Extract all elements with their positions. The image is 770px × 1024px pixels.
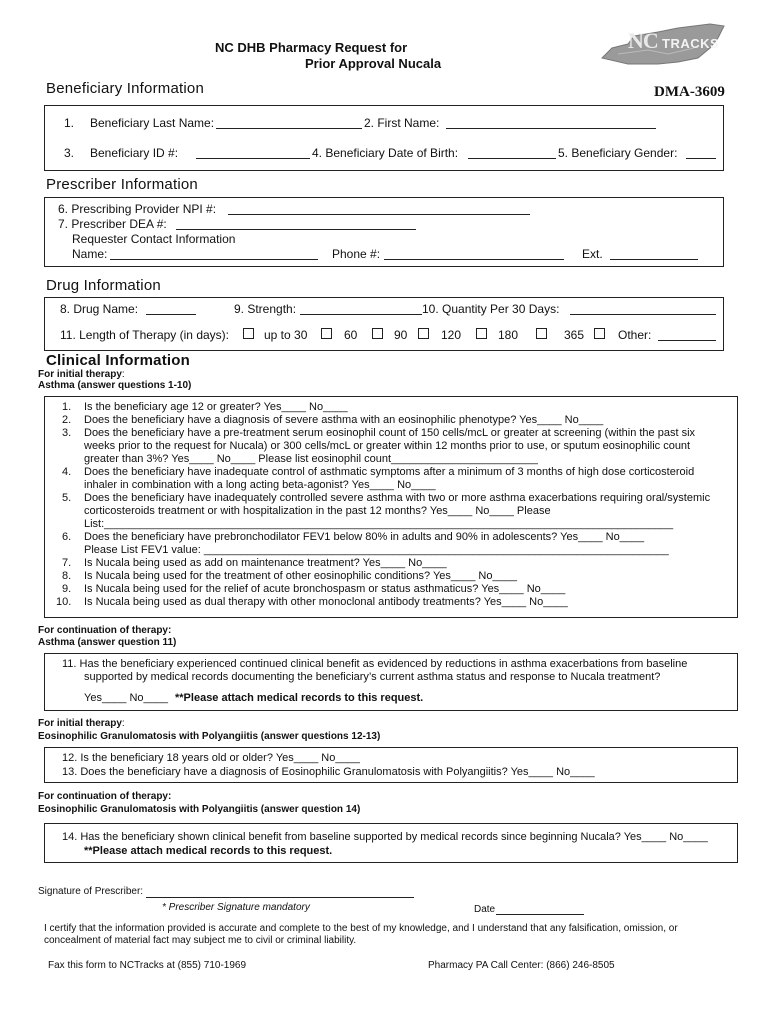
asthma-question-10: Is Nucala being used as dual therapy with other monoclonal antibody treatments? Yes____ No____ xyxy=(84,596,568,608)
last-name-field[interactable] xyxy=(216,128,362,129)
logo-tracks-text: TRACKS xyxy=(662,36,720,51)
option-120: 120 xyxy=(441,328,462,342)
initial-therapy-label-1 xyxy=(38,369,125,380)
dea-label: 7. Prescriber DEA #: xyxy=(58,217,167,231)
egpa-q14-label: Eosinophilic Granulomatosis with Polyangiitis (answer question 14) xyxy=(38,804,361,815)
other-days-field[interactable] xyxy=(658,340,716,341)
quantity-field[interactable] xyxy=(570,314,716,315)
qnum-7: 7. xyxy=(62,557,72,569)
question-14: 14. Has the beneficiary shown clinical benefit from baseline supported by medical records since beginning Nucala? Yes____ No____ xyxy=(62,831,708,843)
option-up-to-30: up to 30 xyxy=(264,328,308,342)
ext-field[interactable] xyxy=(610,259,698,260)
drug-heading: Drug Information xyxy=(46,277,161,294)
form-title-line1: NC DHB Pharmacy Request for xyxy=(215,40,408,55)
beneficiary-box xyxy=(44,105,724,171)
beneficiary-heading: Beneficiary Information xyxy=(46,80,205,97)
option-180: 180 xyxy=(498,328,519,342)
asthma-question-4-l2: inhaler in combination with a long acting beta-agonist? Yes____ No____ xyxy=(84,479,436,491)
phone-label: Phone #: xyxy=(332,247,381,261)
certification-line2: concealment of material fact may subject me to civil or criminal liability. xyxy=(44,935,357,946)
initial-therapy-label-2 xyxy=(38,718,125,729)
checkbox-365[interactable] xyxy=(536,328,547,339)
egpa-q12-13-label: Eosinophilic Granulomatosis with Polyangiitis (answer questions 12-13) xyxy=(38,731,381,742)
asthma-question-4-l1: Does the beneficiary have inadequate control of asthmatic symptoms after a minimum of 3 months of high dose corticosteroid xyxy=(84,466,695,478)
question-11-l1: 11. Has the beneficiary experienced continued clinical benefit as evidenced by reductions in asthma exacerbations from baseline xyxy=(62,658,688,670)
date-field[interactable] xyxy=(496,914,584,915)
clinical-heading: Clinical Information xyxy=(46,352,191,369)
qnum-8: 8. xyxy=(62,570,72,582)
initial-therapy-text-2: For initial therapy xyxy=(38,718,122,729)
checkbox-180[interactable] xyxy=(476,328,487,339)
quantity-label: 10. Quantity Per 30 Days: xyxy=(422,302,560,316)
asthma-question-2: Does the beneficiary have a diagnosis of severe asthma with an eosinophilic phenotype? Yes____ No____ xyxy=(84,414,604,426)
question-12: 12. Is the beneficiary 18 years old or older? Yes____ No____ xyxy=(62,752,360,764)
signature-mandatory-note: * Prescriber Signature mandatory xyxy=(162,902,310,913)
checkbox-90[interactable] xyxy=(372,328,383,339)
beneficiary-id-label: Beneficiary ID #: xyxy=(90,146,179,160)
asthma-question-3-l2: weeks prior to the request for Nucala) or 300 cells/mcL or greater within 12 months prior to use, or sputum eosinophilic count xyxy=(84,440,691,452)
drug-name-field[interactable] xyxy=(146,314,196,315)
question-13: 13. Does the beneficiary have a diagnosis of Eosinophilic Granulomatosis with Polyangiitis? Yes____ No____ xyxy=(62,766,595,778)
initial-therapy-colon-2: : xyxy=(121,718,125,729)
checkbox-60[interactable] xyxy=(321,328,332,339)
question-14-attach-note: **Please attach medical records to this request. xyxy=(84,845,333,857)
initial-therapy-text-1: For initial therapy xyxy=(38,369,122,380)
phone-field[interactable] xyxy=(384,259,564,260)
asthma-question-3-l3: greater than 3%? Yes____ No____ Please list eosinophil count________________________ xyxy=(84,453,538,465)
contact-name-field[interactable] xyxy=(110,259,318,260)
contact-name-label: Name: xyxy=(72,247,108,261)
date-label: Date xyxy=(474,904,496,915)
q3-number: 3. xyxy=(64,146,75,160)
call-center-info: Pharmacy PA Call Center: (866) 246-8505 xyxy=(428,960,615,971)
drug-name-label: 8. Drug Name: xyxy=(60,302,139,316)
checkbox-up-to-30[interactable] xyxy=(243,328,254,339)
gender-field[interactable] xyxy=(686,158,716,159)
asthma-question-5-l1: Does the beneficiary have inadequately controlled severe asthma with two or more asthma exacerbations requiring oral/systemic xyxy=(84,492,711,504)
last-name-label: Beneficiary Last Name: xyxy=(90,116,215,130)
beneficiary-id-field[interactable] xyxy=(196,158,310,159)
nctracks-logo xyxy=(598,18,728,70)
drug-box xyxy=(44,297,724,351)
form-title-line2: Prior Approval Nucala xyxy=(305,56,442,71)
option-60: 60 xyxy=(344,328,358,342)
gender-label: 5. Beneficiary Gender: xyxy=(558,146,678,160)
qnum-2: 2. xyxy=(62,414,72,426)
asthma-q11-label: Asthma (answer question 11) xyxy=(38,637,177,648)
strength-field[interactable] xyxy=(300,314,422,315)
form-number: DMA-3609 xyxy=(654,84,725,100)
asthma-question-6-l1: Does the beneficiary have prebronchodilator FEV1 below 80% in adults and 90% in adolescents? Yes____ No____ xyxy=(84,531,645,543)
asthma-question-9: Is Nucala being used for the relief of acute bronchospasm or status asthmaticus? Yes____ No____ xyxy=(84,583,566,595)
question-11-attach-note: **Please attach medical records to this request. xyxy=(175,692,424,704)
asthma-question-1: Is the beneficiary age 12 or greater? Yes____ No____ xyxy=(84,401,348,413)
question-11-l2: supported by medical records documenting the beneficiary’s current asthma status and response to Nucala treatment? xyxy=(84,671,661,683)
qnum-10: 10. xyxy=(56,596,72,608)
dob-field[interactable] xyxy=(468,158,556,159)
dob-label: 4. Beneficiary Date of Birth: xyxy=(312,146,459,160)
continuation-label-2: For continuation of therapy: xyxy=(38,791,172,802)
dea-field[interactable] xyxy=(176,229,416,230)
asthma-question-5-l2: corticosteroids treatment or with hospitalization in the past 12 months? Yes____ No____ Please xyxy=(84,505,551,517)
option-90: 90 xyxy=(394,328,408,342)
signature-field[interactable] xyxy=(146,897,414,898)
qnum-5: 5. xyxy=(62,492,72,504)
requester-contact-label: Requester Contact Information xyxy=(72,232,236,246)
qnum-4: 4. xyxy=(62,466,72,478)
asthma-question-8: Is Nucala being used for the treatment of other eosinophilic conditions? Yes____ No____ xyxy=(84,570,517,582)
initial-therapy-colon-1: : xyxy=(121,369,125,380)
qnum-1: 1. xyxy=(62,401,72,413)
logo-nc-text: NC xyxy=(628,28,658,53)
checkbox-120[interactable] xyxy=(418,328,429,339)
asthma-question-7: Is Nucala being used as add on maintenance treatment? Yes____ No____ xyxy=(84,557,447,569)
question-11-yesno: Yes____ No____ xyxy=(84,692,169,704)
option-365: 365 xyxy=(564,328,585,342)
npi-label: 6. Prescribing Provider NPI #: xyxy=(58,202,217,216)
therapy-length-label: 11. Length of Therapy (in days): xyxy=(60,328,229,342)
q1-number: 1. xyxy=(64,116,75,130)
first-name-field[interactable] xyxy=(446,128,656,129)
qnum-3: 3. xyxy=(62,427,72,439)
strength-label: 9. Strength: xyxy=(234,302,297,316)
prescriber-heading: Prescriber Information xyxy=(46,176,198,193)
first-name-label: 2. First Name: xyxy=(364,116,440,130)
ext-label: Ext. xyxy=(582,247,603,261)
fax-info: Fax this form to NCTracks at (855) 710-1969 xyxy=(48,960,247,971)
certification-line1: I certify that the information provided is accurate and complete to the best of my knowledge, and I understand that any falsification, omission, or xyxy=(44,923,678,934)
asthma-q1-10-label: Asthma (answer questions 1-10) xyxy=(38,380,192,391)
checkbox-other[interactable] xyxy=(594,328,605,339)
asthma-question-5-l3: List:_____________________________________________________________________________________________ xyxy=(84,518,674,530)
option-other: Other: xyxy=(618,328,652,342)
qnum-9: 9. xyxy=(62,583,72,595)
asthma-question-6-l2: Please List FEV1 value: ____________________________________________________________________________ xyxy=(84,544,669,556)
asthma-question-3-l1: Does the beneficiary have a pre-treatment serum eosinophil count of 150 cells/mcL or greater at screening (within the past six xyxy=(84,427,696,439)
signature-label: Signature of Prescriber: xyxy=(38,886,144,897)
continuation-label-1: For continuation of therapy: xyxy=(38,625,172,636)
qnum-6: 6. xyxy=(62,531,72,543)
npi-field[interactable] xyxy=(228,214,530,215)
